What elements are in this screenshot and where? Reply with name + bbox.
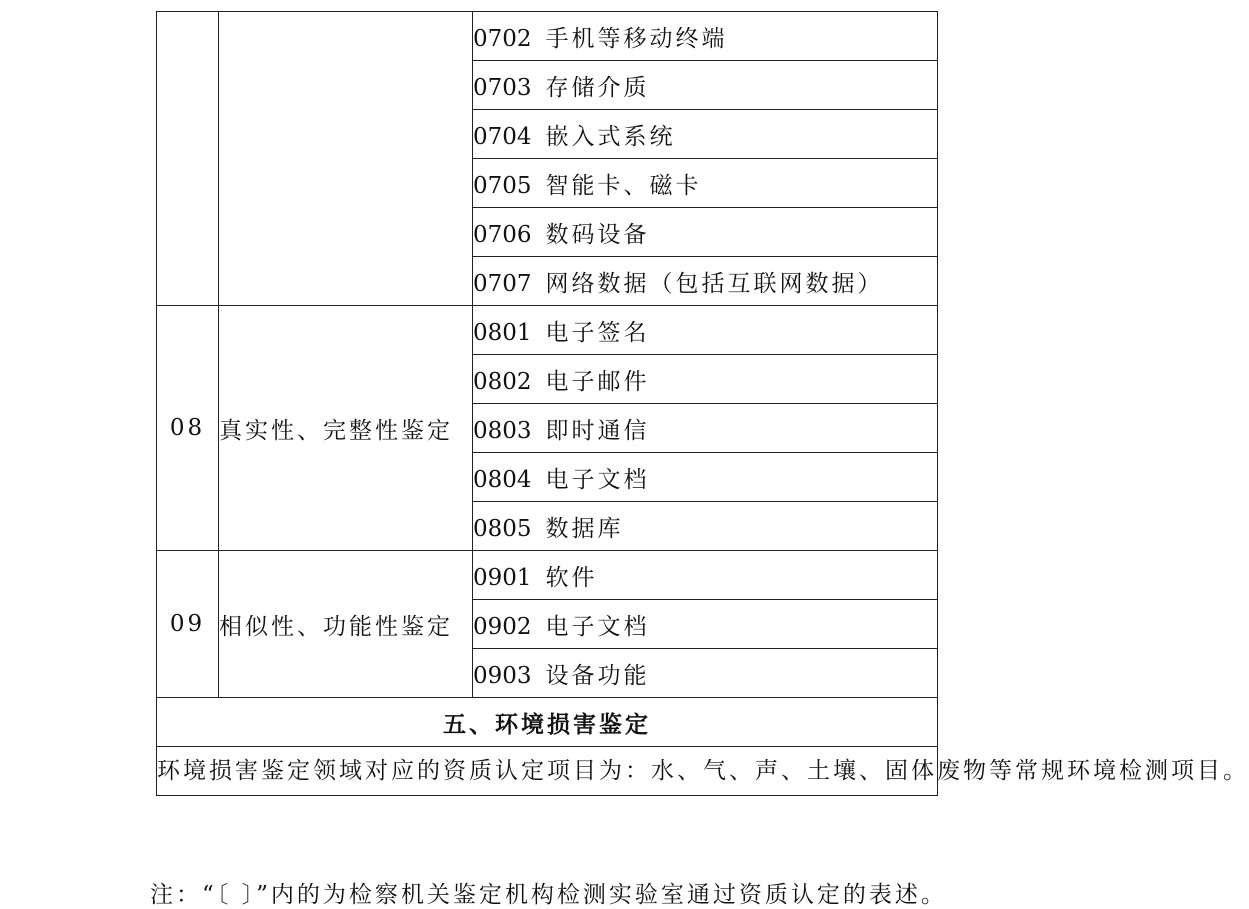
item-cell [473, 159, 938, 208]
item-label: 设备功能 [545, 662, 650, 689]
item-cell [473, 12, 938, 61]
item-cell [473, 355, 938, 404]
item-code: 0802 [473, 368, 532, 395]
item-cell [473, 257, 938, 306]
item-label: 智能卡、磁卡 [545, 172, 702, 199]
item-label: 网络数据（包括互联网数据） [545, 270, 884, 297]
item-code: 0706 [473, 221, 532, 248]
item-label: 即时通信 [545, 417, 650, 444]
item-cell [473, 600, 938, 649]
item-code: 0805 [473, 515, 532, 542]
item-label: 电子文档 [545, 613, 650, 640]
item-cell [473, 61, 938, 110]
group08-category: 真实性、完整性鉴定 [219, 306, 473, 551]
item-cell [473, 649, 938, 698]
item-label: 电子签名 [545, 319, 650, 346]
table-row [157, 306, 938, 355]
item-code: 0803 [473, 417, 532, 444]
item-label: 手机等移动终端 [545, 25, 728, 52]
item-label: 软件 [545, 564, 598, 591]
item-code: 0702 [473, 25, 532, 52]
table-row [157, 12, 938, 61]
table-row [157, 698, 938, 747]
item-label: 存储介质 [545, 74, 650, 101]
item-cell [473, 404, 938, 453]
item-code: 0704 [473, 123, 532, 150]
section-heading: 五、环境损害鉴定 [157, 698, 938, 747]
item-cell [473, 208, 938, 257]
item-code: 0902 [473, 613, 532, 640]
section-note: 环境损害鉴定领域对应的资质认定项目为：水、气、声、土壤、固体废物等常规环境检测项目。 [157, 747, 938, 796]
item-label: 电子文档 [545, 466, 650, 493]
item-code: 0804 [473, 466, 532, 493]
item-code: 0703 [473, 74, 532, 101]
table-row [157, 747, 938, 796]
qualification-table [156, 11, 1249, 796]
item-label: 嵌入式系统 [545, 123, 676, 150]
footnote: 注：“〔 〕”内的为检察机关鉴定机构检测实验室通过资质认定的表述。 [150, 882, 947, 908]
item-code: 0705 [473, 172, 532, 199]
group07-code-cell [157, 12, 219, 306]
item-code: 0901 [473, 564, 532, 591]
item-cell [473, 110, 938, 159]
group09-category: 相似性、功能性鉴定 [219, 551, 473, 698]
group08-code: 08 [157, 306, 219, 551]
item-cell [473, 551, 938, 600]
item-code: 0903 [473, 662, 532, 689]
item-label: 电子邮件 [545, 368, 650, 395]
group07-category-cell [219, 12, 473, 306]
table-row [157, 551, 938, 600]
item-code: 0801 [473, 319, 532, 346]
item-label: 数据库 [545, 515, 624, 542]
item-label: 数码设备 [545, 221, 650, 248]
item-code: 0707 [473, 270, 532, 297]
item-cell [473, 453, 938, 502]
group09-code: 09 [157, 551, 219, 698]
item-cell [473, 502, 938, 551]
item-cell [473, 306, 938, 355]
